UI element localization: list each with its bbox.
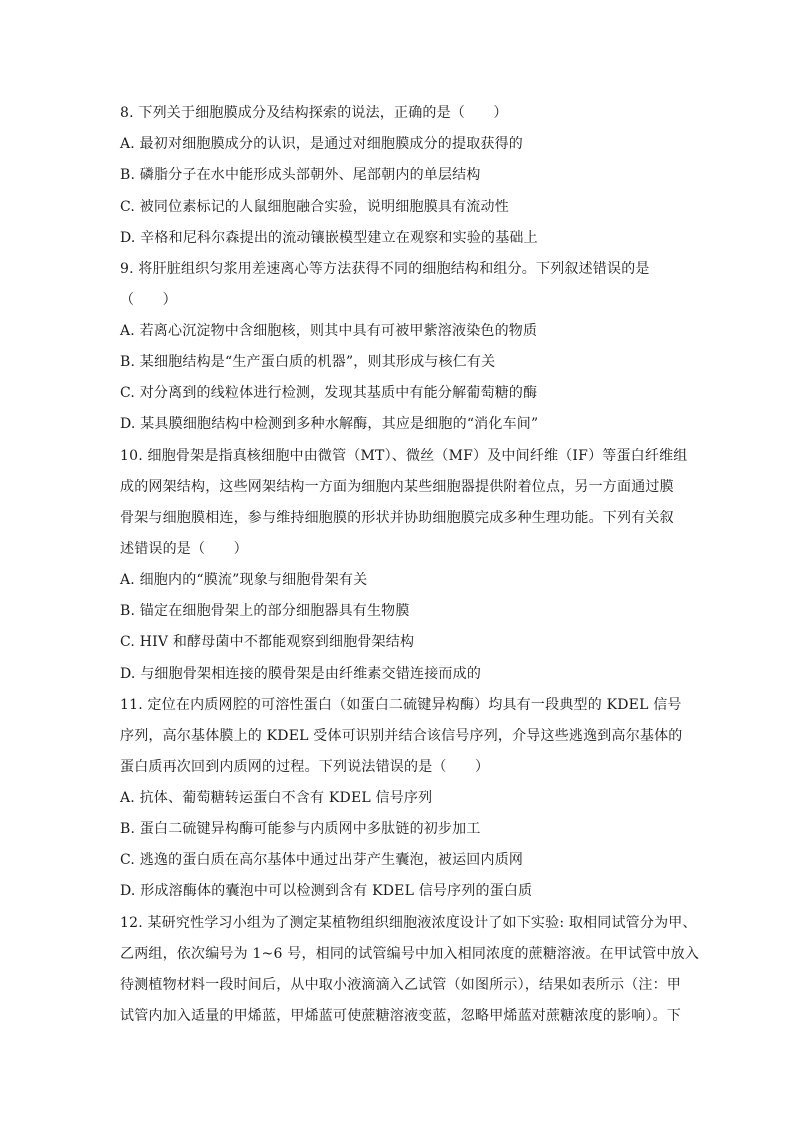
question-11-option-d: D. 形成溶酶体的囊泡中可以检测到含有 KDEL 信号序列的蛋白质 — [120, 883, 533, 899]
question-10-option-c: C. HIV 和酵母菌中不都能观察到细胞骨架结构 — [120, 634, 415, 650]
question-10-stem: 述错误的是（ ） — [120, 541, 248, 557]
question-12-stem: 待测植物材料一段时间后，从中取小液滴滴入乙试管（如图所示），结果如表所示（注：甲 — [120, 977, 681, 993]
question-9-stem: 9. 将肝脏组织匀浆用差速离心等方法获得不同的细胞结构和组分。下列叙述错误的是 — [120, 261, 650, 277]
question-11-option-b: B. 蛋白二硫键异构酶可能参与内质网中多肽链的初步加工 — [120, 821, 481, 837]
question-8-option-b: B. 磷脂分子在水中能形成头部朝外、尾部朝内的单层结构 — [120, 167, 481, 183]
question-8-option-a: A. 最初对细胞膜成分的认识，是通过对细胞膜成分的提取获得的 — [120, 136, 524, 152]
question-10-option-a: A. 细胞内的“膜流”现象与细胞骨架有关 — [120, 572, 368, 588]
question-9-option-c: C. 对分离到的线粒体进行检测，发现其基质中有能分解葡萄糖的酶 — [120, 385, 538, 401]
question-8-option-c: C. 被同位素标记的人鼠细胞融合实验，说明细胞膜具有流动性 — [120, 199, 509, 215]
question-12-stem: 乙两组，依次编号为 1~6 号，相同的试管编号中加入相同浓度的蔗糖溶液。在甲试管中放入 — [120, 946, 700, 962]
question-11-stem: 序列，高尔基体膜上的 KDEL 受体可识别并结合该信号序列，介导这些逃逸到高尔基体的 — [120, 728, 683, 744]
question-11-stem: 11. 定位在内质网腔的可溶性蛋白（如蛋白二硫键异构酶）均具有一段典型的 KDEL 信号 — [120, 697, 682, 713]
question-9-option-d: D. 某具膜细胞结构中检测到多种水解酶，其应是细胞的“消化车间” — [120, 416, 539, 432]
question-11-option-c: C. 逃逸的蛋白质在高尔基体中通过出芽产生囊泡，被运回内质网 — [120, 852, 524, 868]
question-9-option-b: B. 某细胞结构是“生产蛋白质的机器”，则其形成与核仁有关 — [120, 354, 496, 370]
question-11-stem: 蛋白质再次回到内质网的过程。下列说法错误的是（ ） — [120, 759, 490, 775]
question-9-stem-bracket: （ ） — [120, 292, 177, 308]
question-10-option-d: D. 与细胞骨架相连接的膜骨架是由纤维素交错连接而成的 — [120, 666, 482, 682]
question-11-option-a: A. 抗体、葡萄糖转运蛋白不含有 KDEL 信号序列 — [120, 790, 433, 806]
question-8-option-d: D. 辛格和尼科尔森提出的流动镶嵌模型建立在观察和实验的基础上 — [120, 230, 538, 246]
question-10-stem: 成的网架结构，这些网架结构一方面为细胞内某些细胞器提供附着位点，另一方面通过膜 — [120, 479, 674, 495]
question-10-stem: 骨架与细胞膜相连，参与维持细胞膜的形状并协助细胞膜完成多种生理功能。下列有关叙 — [120, 510, 674, 526]
question-8-stem: 8. 下列关于细胞膜成分及结构探索的说法，正确的是（ ） — [120, 105, 508, 121]
question-10-stem: 10. 细胞骨架是指真核细胞中由微管（MT）、微丝（MF）及中间纤维（IF）等蛋白纤维组 — [120, 448, 688, 464]
question-10-option-b: B. 锚定在细胞骨架上的部分细胞器具有生物膜 — [120, 603, 410, 619]
question-12-stem: 试管内加入适量的甲烯蓝，甲烯蓝可使蔗糖溶液变蓝，忽略甲烯蓝对蔗糖浓度的影响）。下 — [120, 1008, 681, 1024]
question-12-stem: 12. 某研究性学习小组为了测定某植物组织细胞液浓度设计了如下实验: 取相同试管分为甲、 — [120, 915, 697, 931]
question-9-option-a: A. 若离心沉淀物中含细胞核，则其中具有可被甲紫溶液染色的物质 — [120, 323, 538, 339]
